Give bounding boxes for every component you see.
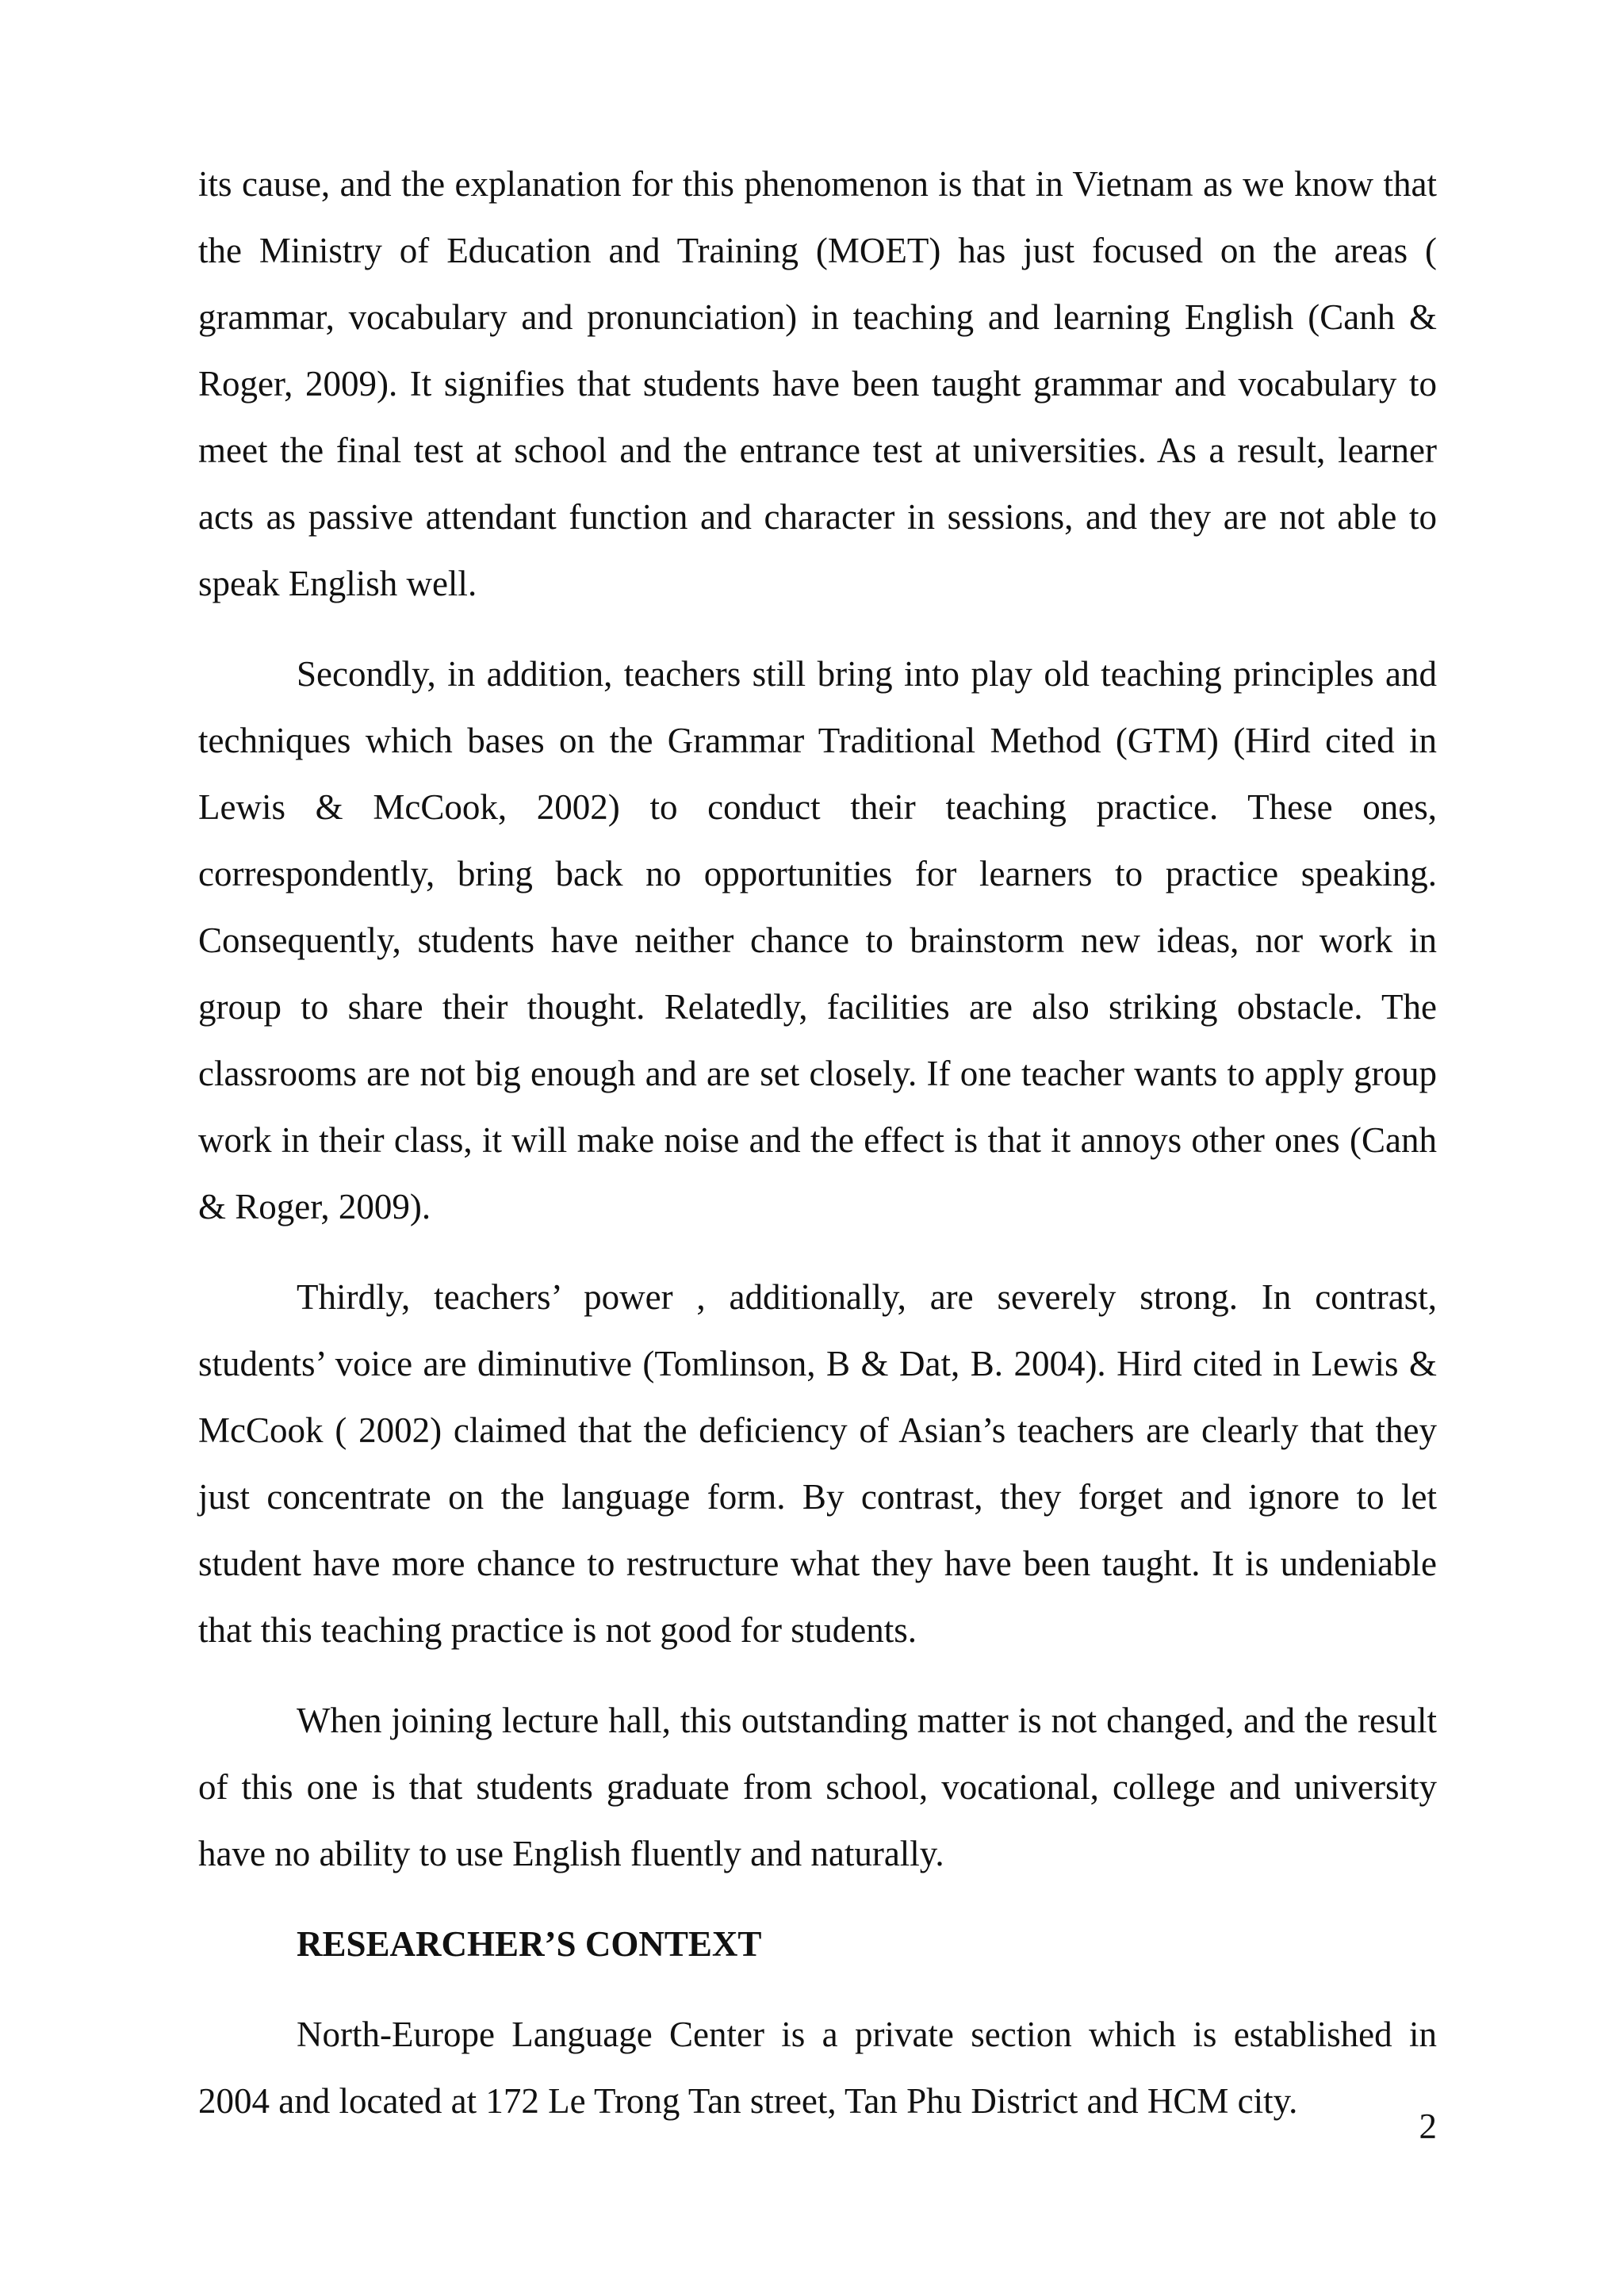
page-body <box>198 151 1437 2158</box>
section-heading: RESEARCHER’S CONTEXT <box>297 1924 762 1964</box>
paragraph-thirdly: Thirdly, teachers’ power , additionally, are severely strong. In contrast, students’ voice are diminutive (Tomlinson, B & Dat, B. 2004). Hird cited in Lewis & McCook ( 2002) claimed that the deficiency of Asian’s teachers are clearly that they just concentrate on the language form. By contrast, they forget and ignore to let student have more chance to restructure what they have been taught. It is undeniable that this teaching practice is not good for students. <box>198 1277 1437 1650</box>
paragraph-continued-cause: its cause, and the explanation for this phenomenon is that in Vietnam as we know that the Ministry of Education and Training (MOET) has just focused on the areas ( grammar, vocabulary and pronunciation) in teaching and learning English (Canh & Roger, 2009). It signifies that students have been taught grammar and vocabulary to meet the final test at school and the entrance test at universities. As a result, learner acts as passive attendant function and character in sessions, and they are not able to speak English well. <box>198 164 1437 603</box>
paragraph-researcher-context: North-Europe Language Center is a private section which is established in 2004 and located at 172 Le Trong Tan street, Tan Phu District and HCM city. <box>198 2015 1437 2121</box>
paragraph-lecture-hall: When joining lecture hall, this outstanding matter is not changed, and the result of this one is that students graduate from school, vocational, college and university have no ability to use English fluently and naturally. <box>198 1701 1437 1873</box>
paragraph-secondly: Secondly, in addition, teachers still bring into play old teaching principles and techniques which bases on the Grammar Traditional Method (GTM) (Hird cited in Lewis & McCook, 2002) to conduct their teaching practice. These ones, correspondently, bring back no opportunities for learners to practice speaking. Consequently, students have neither chance to brainstorm new ideas, nor work in group to share their thought. Relatedly, facilities are also striking obstacle. The classrooms are not big enough and are set closely. If one teacher wants to apply group work in their class, it will make noise and the effect is that it annoys other ones (Canh & Roger, 2009). <box>198 654 1437 1226</box>
page-number: 2 <box>1419 2107 1437 2146</box>
